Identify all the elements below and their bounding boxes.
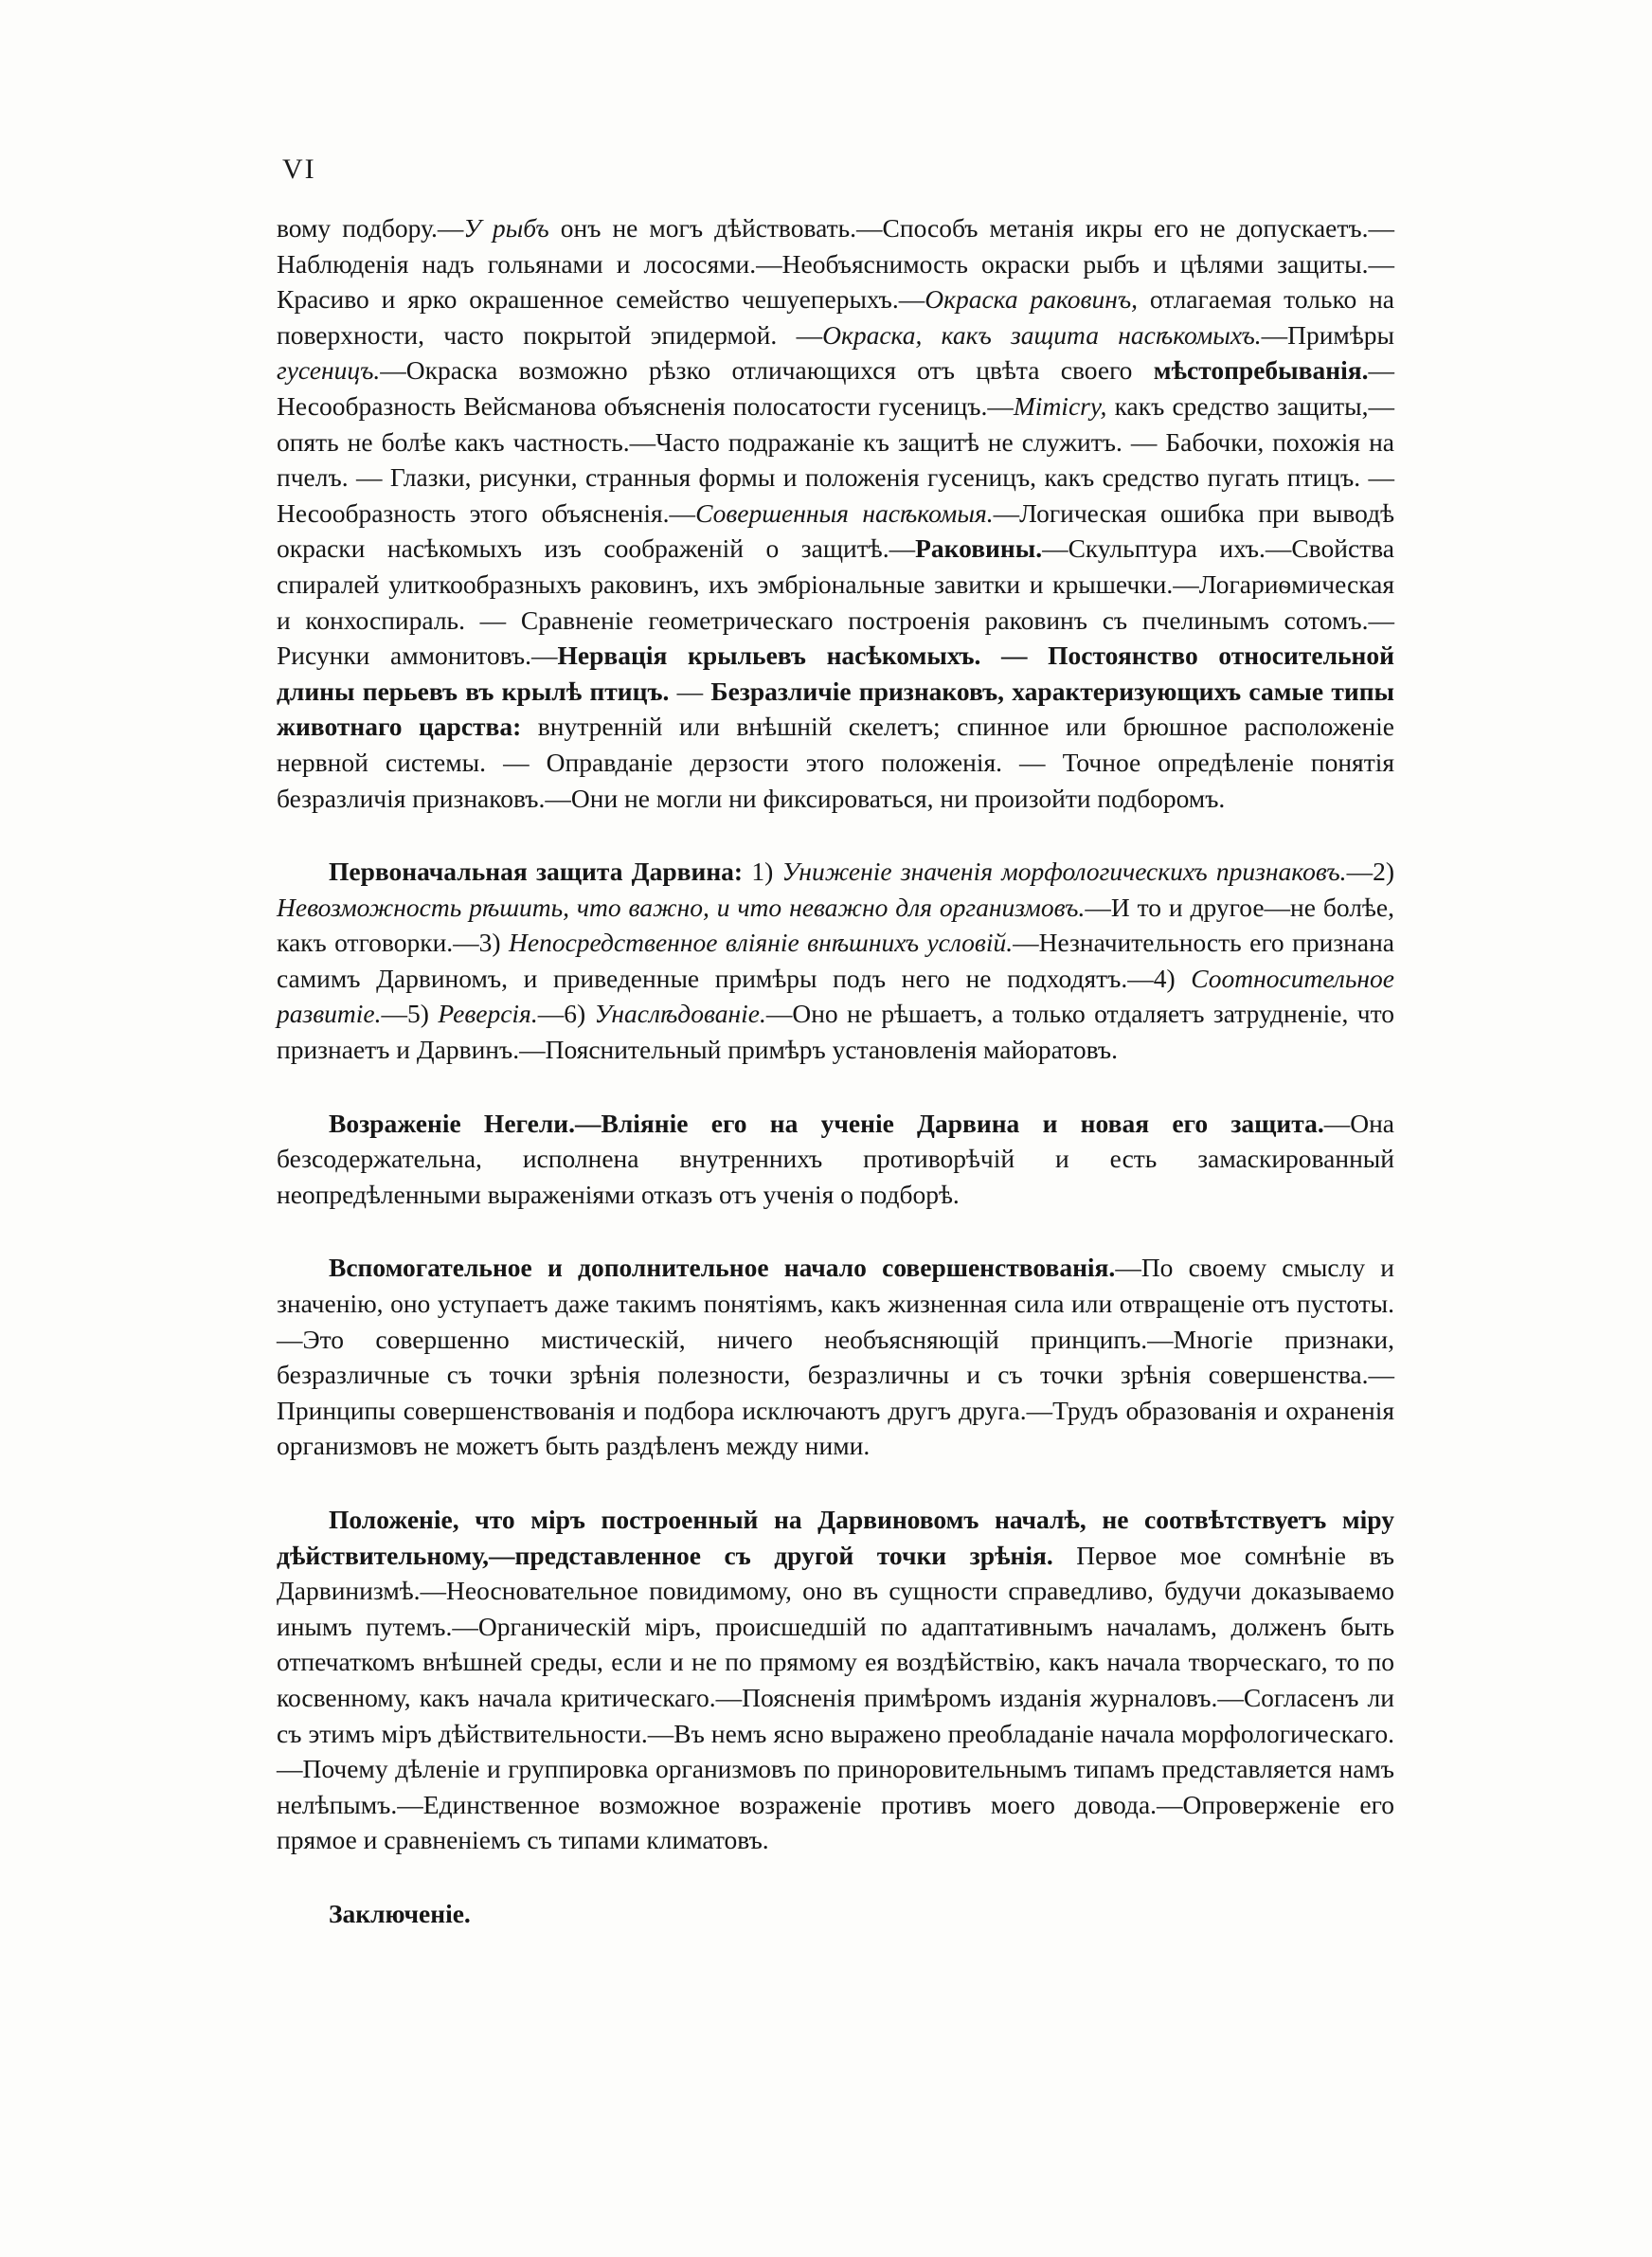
page-number: VI [282,153,316,185]
bold-heading-run: Возраженіе Негели.—Вліяніе его на ученіе Дарвина и новая его защита. [329,1108,1324,1138]
italic-run: Mimicry, [1013,390,1107,421]
italic-run: гусеницъ. [277,355,381,386]
text-run: отлагаемая только на поверхности, часто покрытой эпидермой. — [277,284,1394,350]
italic-run: Реверсія. [438,999,538,1029]
summary-paragraph [277,1896,1394,1932]
text-run: —6) [537,999,595,1029]
text-run: —Примѣры [1261,319,1394,350]
italic-run: Совершенныя насѣкомыя. [695,497,994,528]
bold-heading-run: Раковины. [915,533,1043,564]
text-run: —Оно не рѣшаетъ, а только отдаляетъ затрудненіе, что признаетъ и Дарвинъ.—Пояснительный примѣръ установленія майоратовъ. [277,999,1394,1065]
italic-run: Унаслѣдованіе. [594,999,766,1029]
summary-paragraph [277,854,1394,1068]
text-run: онъ не могъ дѣйствовать.—Способъ метанія икры его не допускаетъ.—Наблюденія надъ гольянами и лососями.—Необъяснимость окраски рыбъ и цѣлями защиты.—Красиво и ярко окрашенное семейство чешуеперыхъ.— [277,213,1394,315]
summary-paragraph [277,210,1394,816]
text-run: —По своему смыслу и значенію, оно уступаетъ даже такимъ понятіямъ, какъ жизненная сила или отвращеніе отъ пустоты.—Это совершенно мистическій, ничего необъясняющій принципъ.—Многіе признаки, безразличные съ точки зрѣнія полезности, безразличны и съ точки зрѣнія совершенства.—Принципы совершенствованія и подбора исключаютъ другъ друга.—Трудъ образованія и охраненія организмовъ не можетъ быть раздѣленъ между ними. [277,1253,1394,1461]
summary-paragraph [277,1250,1394,1464]
italic-run: Окраска, какъ защита насѣкомыхъ. [822,319,1262,350]
text-run: —Несообразность Вейсманова объясненія полосатости гусеницъ.— [277,355,1394,421]
text-run: —Логическая ошибка при выводѣ окраски насѣкомыхъ изъ соображеній о защитѣ.— [277,497,1395,564]
text-run: —Окраска возможно рѣзко отличающихся отъ цвѣта своего [380,355,1154,386]
text-run: — [669,676,711,706]
text-run: —5) [381,999,439,1029]
bold-heading-run: Заключеніе. [329,1898,471,1928]
text-run: —Она безсодержательна, исполнена внутреннихъ противорѣчій и есть замаскированный неопредѣленными выраженіями отказъ отъ ученія о подборѣ. [277,1108,1394,1209]
text-run: —2) [1346,857,1394,887]
bold-heading-run: Первоначальная защита Дарвина: [329,857,744,887]
italic-run: Непосредственное вліяніе внѣшнихъ условій. [509,928,1014,958]
bold-heading-run: Вспомогательное и дополнительное начало совершенствованія. [329,1253,1116,1283]
text-run: —Скульптура ихъ.—Свойства спиралей улиткообразныхъ раковинъ, ихъ эмбріональные завитки и крышечки.—Логариѳмическая и конхоспираль. — Сравненіе геометрическаго построенія раковинъ съ пчелинымъ сотомъ.—Рисунки аммонитовъ.— [277,533,1394,671]
summary-paragraph [277,1502,1394,1858]
table-of-contents-body [277,210,1394,1932]
italic-run: У рыбъ [463,213,549,243]
bold-heading-run: Безразличіе признаковъ, характеризующихъ самые типы животнаго царства: [277,676,1395,742]
text-run: какъ средство защиты,—опять не болѣе какъ частность.—Часто подражаніе къ защитѣ не служитъ. — Бабочки, похожія на пчелъ. — Глазки, рисунки, странныя формы и положенія гусеницъ, какъ средство пугать птицъ. — Несообразность этого объясненія.— [277,390,1394,528]
text-run: внутренній или внѣшній скелетъ; спинное или брюшное расположеніе нервной системы. — Оправданіе дерзости этого положенія. — Точное опредѣленіе понятія безразличія признаковъ.—Они не могли ни фиксироваться, ни произойти подборомъ. [277,712,1395,813]
summary-paragraph [277,1106,1394,1213]
bold-heading-run: Положеніе, что міръ построенный на Дарвиновомъ началѣ, не соотвѣтствуетъ міру дѣйствительному,—представленное съ другой точки зрѣнія. [277,1505,1394,1570]
text-run: вому подбору.— [277,213,464,243]
bold-heading-run: мѣстопребыванія. [1153,355,1369,386]
text-run: Первое мое сомнѣніе въ Дарвинизмѣ.—Неосновательное повидимому, оно въ сущности справедливо, будучи доказываемо инымъ путемъ.—Органическій міръ, происшедшій по адаптативнымъ началамъ, долженъ быть отпечаткомъ внѣшней среды, если и не по прямому ея воздѣйствію, какъ начала творческаго, то по косвенному, какъ начала критическаго.—Поясненія примѣромъ изданія журналовъ.—Согласенъ ли съ этимъ міръ дѣйствительности.—Въ немъ ясно выражено преобладаніе начала морфологическаго.—Почему дѣленіе и группировка организмовъ по приноровительнымъ типамъ представляется намъ нелѣпымъ.—Единственное возможное возраженіе противъ моего довода.—Опроверженіе его прямое и сравненіемъ съ типами климатовъ. [277,1540,1394,1855]
italic-run: Соотносительное развитіе. [277,963,1394,1029]
bold-heading-run: Нервація крыльевъ насѣкомыхъ. — Постоянство относительной длины перьевъ въ крылѣ птицъ. [277,641,1394,706]
text-run: —И то и другое—не болѣе, какъ отговорки.—3) [277,892,1394,958]
text-run: 1) [743,857,782,887]
text-run: —Незначительность его признана самимъ Дарвиномъ, и приведенные примѣры подъ него не подходятъ.—4) [277,928,1394,993]
italic-run: Невозможность рѣшить, что важно, и что неважно для организмовъ. [277,892,1086,922]
italic-run: Униженіе значенія морфологическихъ признаковъ. [781,857,1347,887]
italic-run: Окраска раковинъ, [925,284,1139,315]
